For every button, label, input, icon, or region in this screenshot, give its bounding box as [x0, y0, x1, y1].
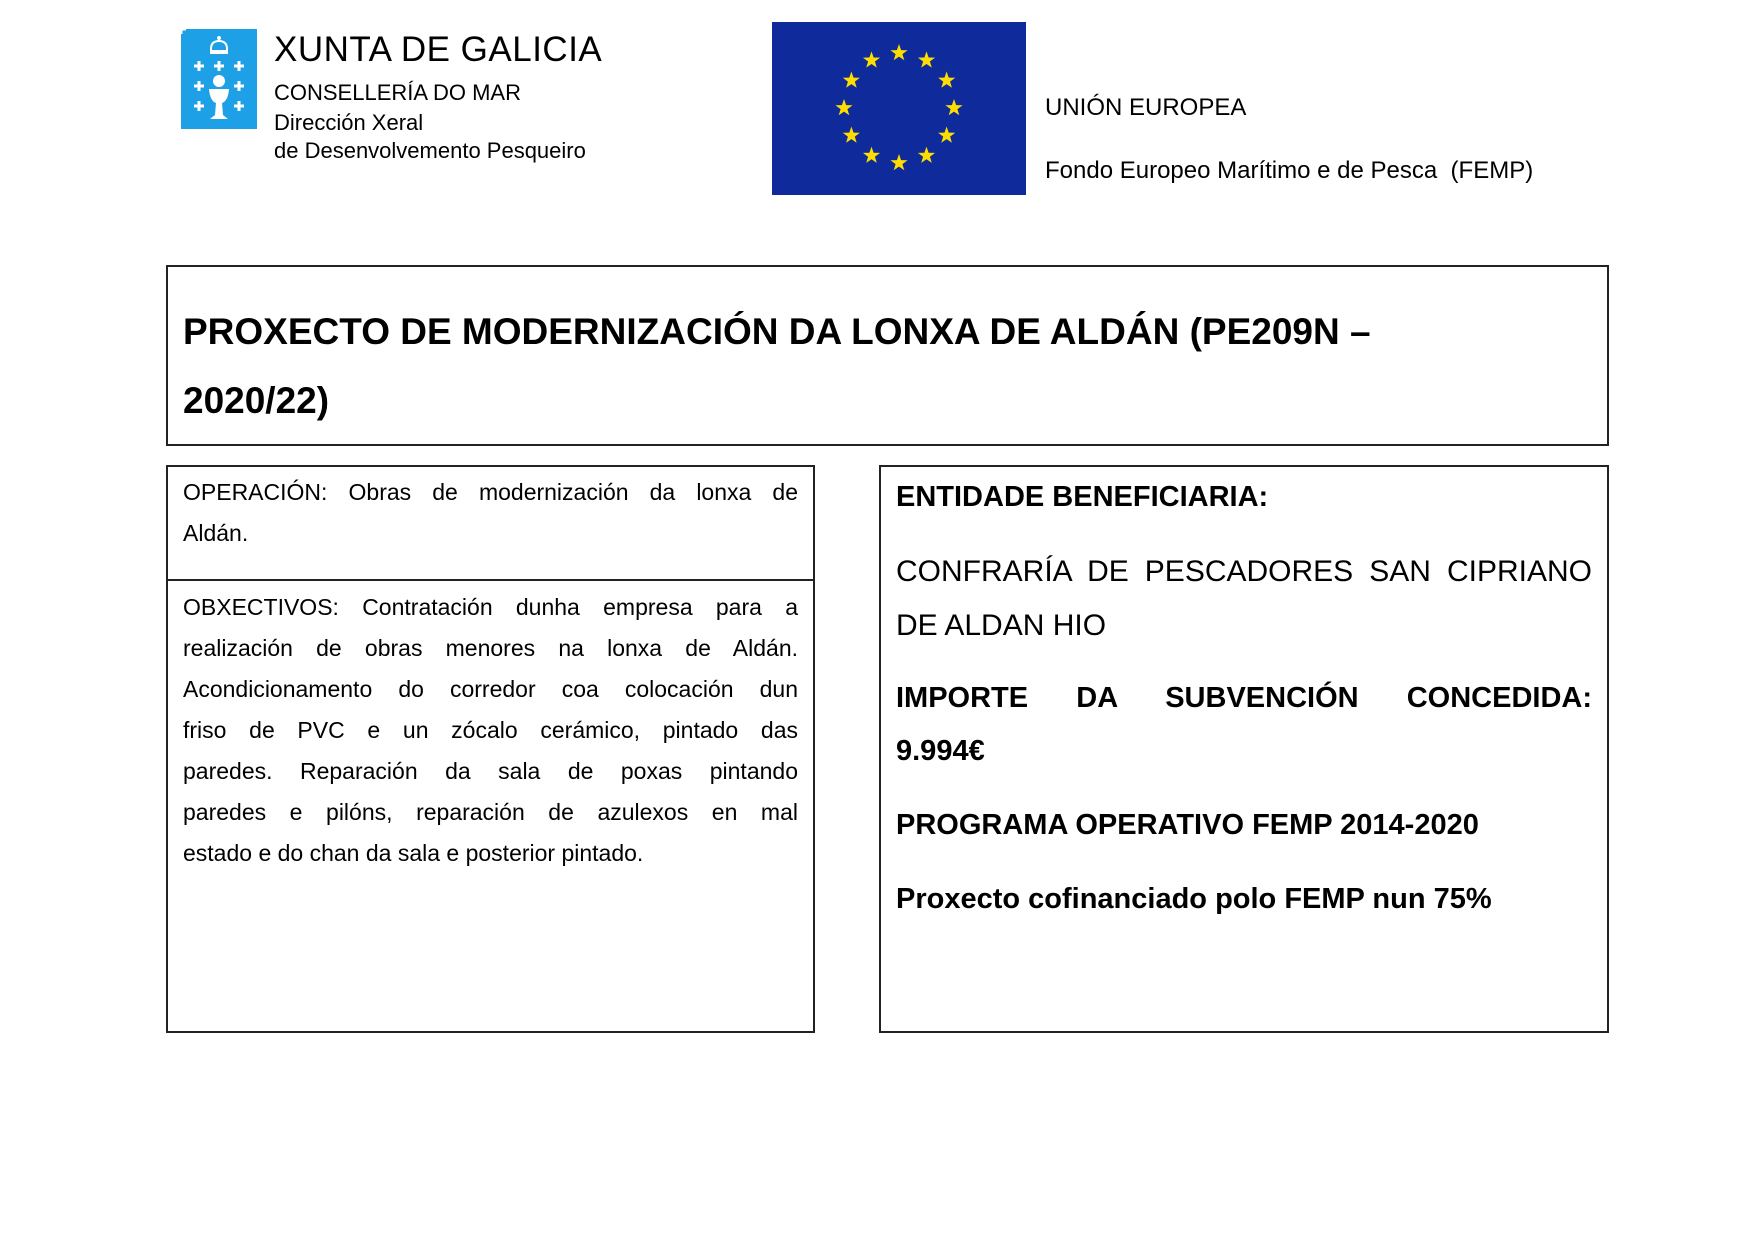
eu-flag: [772, 22, 1026, 195]
project-title-line-1: PROXECTO DE MODERNIZACIÓN DA LONXA DE ALDÁN (PE209N –: [183, 311, 1371, 352]
star-icon: [918, 51, 935, 67]
project-title-line-2: 2020/22): [183, 380, 330, 421]
star-icon: [835, 99, 852, 115]
star-icon: [918, 147, 935, 163]
objectives-text-line: paredes. Reparación da sala de poxas pintando: [183, 758, 798, 784]
objectives-text-line: realización de obras menores na lonxa de Aldán.: [183, 635, 798, 661]
objectives-text-line: estado e do chan da sala e posterior pintado.: [183, 840, 644, 866]
beneficiary-name-line-1: CONFRARÍA DE PESCADORES SAN CIPRIANO: [896, 555, 1592, 588]
eu-stars-icon: [772, 22, 1026, 195]
operation-text-line: Aldán.: [183, 520, 249, 546]
section-divider: [166, 579, 815, 581]
operation-text-line: OPERACIÓN: Obras de modernización da lonxa de: [183, 479, 798, 505]
xunta-title: XUNTA DE GALICIA: [274, 30, 603, 69]
star-icon: [938, 72, 955, 88]
amount-label: IMPORTE DA SUBVENCIÓN CONCEDIDA:: [896, 682, 1592, 714]
programme-name: PROGRAMA OPERATIVO FEMP 2014-2020: [896, 809, 1479, 841]
xunta-galicia-logo: [181, 29, 257, 129]
objectives-text-line: friso de PVC e un zócalo cerámico, pintado das: [183, 717, 798, 743]
department-name: CONSELLERÍA DO MAR: [274, 80, 521, 105]
cofinancing-note: Proxecto cofinanciado polo FEMP nun 75%: [896, 883, 1492, 915]
beneficiary-label: ENTIDADE BENEFICIARIA:: [896, 481, 1269, 513]
star-icon: [938, 127, 955, 143]
eu-fund-name: Fondo Europeo Marítimo e de Pesca (FEMP): [1045, 157, 1534, 184]
star-icon: [843, 72, 860, 88]
star-icon: [945, 99, 962, 115]
star-icon: [890, 154, 907, 170]
star-icon: [863, 51, 880, 67]
amount-value: 9.994€: [896, 735, 985, 767]
objectives-text-line: paredes e pilóns, reparación de azulexos en mal: [183, 799, 798, 825]
star-icon: [863, 147, 880, 163]
beneficiary-name-line-2: DE ALDAN HIO: [896, 609, 1107, 642]
directorate-line-2: de Desenvolvemento Pesqueiro: [274, 138, 586, 163]
objectives-text-line: OBXECTIVOS: Contratación dunha empresa para a: [183, 594, 798, 620]
star-icon: [890, 44, 907, 60]
directorate-line-1: Dirección Xeral: [274, 110, 424, 135]
eu-name: UNIÓN EUROPEA: [1045, 94, 1247, 121]
star-icon: [843, 127, 860, 143]
objectives-text-line: Acondicionamento do corredor coa colocación dun: [183, 676, 798, 702]
galicia-coat-of-arms-icon: [181, 29, 257, 129]
operation-objectives-box: [166, 465, 815, 1033]
